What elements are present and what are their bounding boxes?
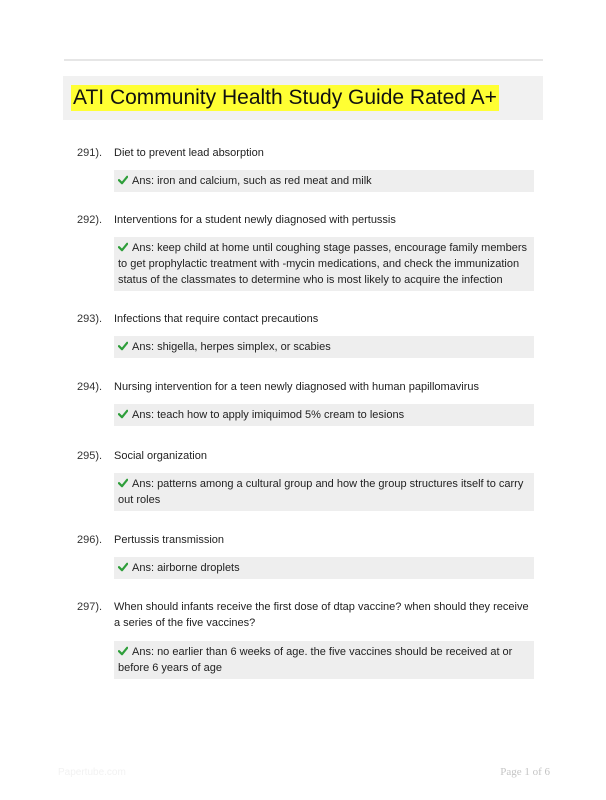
checkmark-icon [118, 646, 128, 656]
checkmark-icon [118, 562, 128, 572]
question-text: Social organization [114, 450, 207, 462]
question-number: 293). [77, 313, 103, 325]
answer-box [114, 641, 534, 679]
checkmark-icon [118, 175, 128, 185]
checkmark-icon [118, 409, 128, 419]
question-text: Infections that require contact precautions [114, 313, 319, 325]
footer-site-watermark: Papertube.com [58, 767, 126, 778]
page-number: Page 1 of 6 [500, 766, 550, 778]
question-text: Interventions for a student newly diagnosed with pertussis [114, 214, 396, 226]
checkmark-icon [118, 341, 128, 351]
question-number: 294). [77, 381, 103, 393]
answer-text: Ans: no earlier than 6 weeks of age. the five vaccines should be received at or before 6 years of age [118, 646, 513, 674]
answer-box [114, 404, 534, 426]
answer-box [114, 336, 534, 358]
answer-box [114, 237, 534, 291]
answer-text: Ans: iron and calcium, such as red meat and milk [132, 175, 372, 187]
answer-text: Ans: keep child at home until coughing stage passes, encourage family members to get prophylactic treatment with -mycin medications, and check the immunization status of the classmates to determine who is most likely to acquire the infection [118, 242, 527, 286]
question-text: Diet to prevent lead absorption [114, 147, 264, 159]
answer-box [114, 557, 534, 579]
answer-text: Ans: teach how to apply imiquimod 5% cream to lesions [132, 409, 405, 421]
question-number: 297). [77, 601, 103, 613]
answer-text: Ans: patterns among a cultural group and how the group structures itself to carry out roles [118, 478, 524, 506]
document-title: ATI Community Health Study Guide Rated A+ [73, 86, 497, 109]
question-text: Pertussis transmission [114, 534, 225, 546]
question-text: When should infants receive the first dose of dtap vaccine? when should they receive a series of the five vaccines? [114, 601, 529, 629]
question-number: 292). [77, 214, 103, 226]
question-number: 291). [77, 147, 103, 159]
title-banner [63, 76, 543, 120]
question-text: Nursing intervention for a teen newly diagnosed with human papillomavirus [114, 381, 480, 393]
top-divider [64, 59, 543, 61]
question-number: 296). [77, 534, 103, 546]
answer-text: Ans: shigella, herpes simplex, or scabies [132, 341, 331, 353]
answer-text: Ans: airborne droplets [132, 562, 240, 574]
answer-box [114, 473, 534, 511]
checkmark-icon [118, 478, 128, 488]
answer-box [114, 170, 534, 192]
checkmark-icon [118, 242, 128, 252]
question-number: 295). [77, 450, 103, 462]
